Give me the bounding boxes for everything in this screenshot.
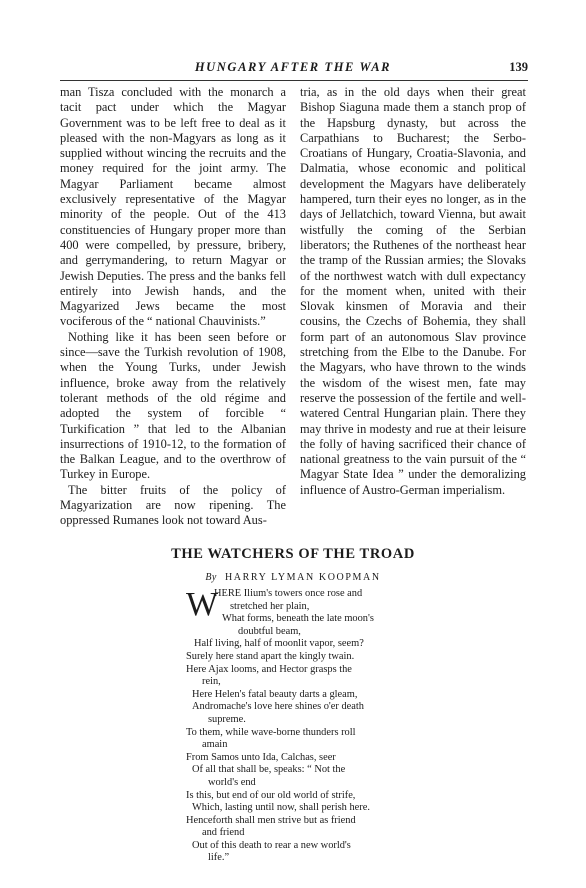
poem-line: Which, lasting until now, shall perish here. (192, 802, 370, 814)
left-column (60, 85, 286, 529)
poem-line: Here Helen's fatal beauty darts a gleam, (192, 688, 358, 700)
paragraph: The bitter fruits of the policy of Magyarization are now ripening. The oppressed Rumanes look not toward Aus- (60, 482, 286, 528)
header-rule (60, 80, 528, 81)
poem-line: Out of this death to rear a new world's (192, 839, 351, 851)
right-column (300, 85, 526, 498)
poem-line: world's end (208, 776, 256, 788)
running-title: HUNGARY AFTER THE WAR (194, 60, 392, 74)
poem-line: and friend (202, 827, 245, 839)
poem-line: What forms, beneath the late moon's (222, 613, 374, 625)
paragraph: man Tisza concluded with the monarch a tacit pact under which the Magyar Government was to be left free to deal as it pleased with the non-Magyars as long as it supplied without wincing the recruits and the money required for the joint army. The Magyar Parliament became almost exclusively representative of the Magyar minority of the people. Out of the 413 constituencies of Hungary proper more than 400 were compelled, by pressure, bribery, and gerrymandering, to return Magyar or Jewish Deputies. The press and the banks fell entirely into Jewish hands, and the Magyarized Jews became the most vociferous of the “ national Chauvinists.” (60, 85, 286, 329)
page-number: 139 (509, 60, 528, 74)
poem-line: From Samos unto Ida, Calchas, seer (186, 751, 336, 763)
poem-line: rein, (202, 676, 221, 688)
paragraph: Nothing like it has been seen before or since—save the Turkish revolution of 1908, when the Young Turks, under Jewish influence, broke away from the relatively tolerant methods of the old régime and adopted the system of forcible “ Turkification ” that led to the Albanian insurrections of 1910-12, to the formation of the Balkan League, and to the overthrow of Turkey in Europe. (60, 329, 286, 482)
running-head (58, 60, 528, 76)
poem-line: HERE Ilium's towers once rose and (214, 588, 363, 599)
byline-prefix: By (205, 572, 217, 583)
poem-line: Andromache's love here shines o'er death (192, 701, 364, 713)
poem-line: Is this, but end of our old world of strife, (186, 789, 356, 801)
poem-line: Surely here stand apart the kingly twain. (186, 650, 355, 662)
poem-body (186, 588, 416, 865)
poem-byline (0, 572, 586, 583)
poem-line: amain (202, 739, 228, 751)
poem-line: doubtful beam, (238, 625, 301, 637)
poem-line: supreme. (208, 713, 246, 725)
poem-line: life.” (208, 852, 230, 864)
drop-cap: W (186, 586, 219, 623)
poem-author: HARRY LYMAN KOOPMAN (224, 572, 381, 583)
paragraph: tria, as in the old days when their great Bishop Siaguna made them a stanch prop of the Hapsburg dynasty, but across the Carpathians to Bucharest; the Serbo-Croatians of Hungary, Croatia-Slavonia, and Dalmatia, whose economic and political development the Magyars have deliberately hampered, turn their eyes no longer, as in the days of Jellatchich, toward Vienna, but await wistfully the coming of the Serbian liberators; the Ruthenes of the northeast hear the tramp of the Russian armies; the Slovaks of the northwest watch with dull expectancy for the moment when, united with their Slovak kinsmen of Moravia and their cousins, the Czechs of Bohemia, they shall form part of an autonomous Slav province stretching from the Elbe to the Danube. For the Magyars, who have thrown to the winds the wisdom of the wisest men, fate may reserve the possession of the fertile and well-watered Central Hungarian plain. There they may thrive in modesty and rue at their leisure the folly of having sacrificed their chance of national greatness to the vain pursuit of the “ Magyar State Idea ” under the demoralizing influence of Austro-German imperialism. (300, 85, 526, 497)
poem-line: stretched her plain, (230, 600, 310, 612)
poem-line: Half living, half of moonlit vapor, seem? (194, 638, 364, 650)
poem-line: Henceforth shall men strive but as friend (186, 814, 356, 826)
poem-line: Here Ajax looms, and Hector grasps the (186, 663, 352, 675)
poem-line: To them, while wave-borne thunders roll (186, 726, 356, 738)
poem-title: THE WATCHERS OF THE TROAD (171, 546, 415, 562)
poem-line: Of all that shall be, speaks: “ Not the (192, 764, 346, 776)
